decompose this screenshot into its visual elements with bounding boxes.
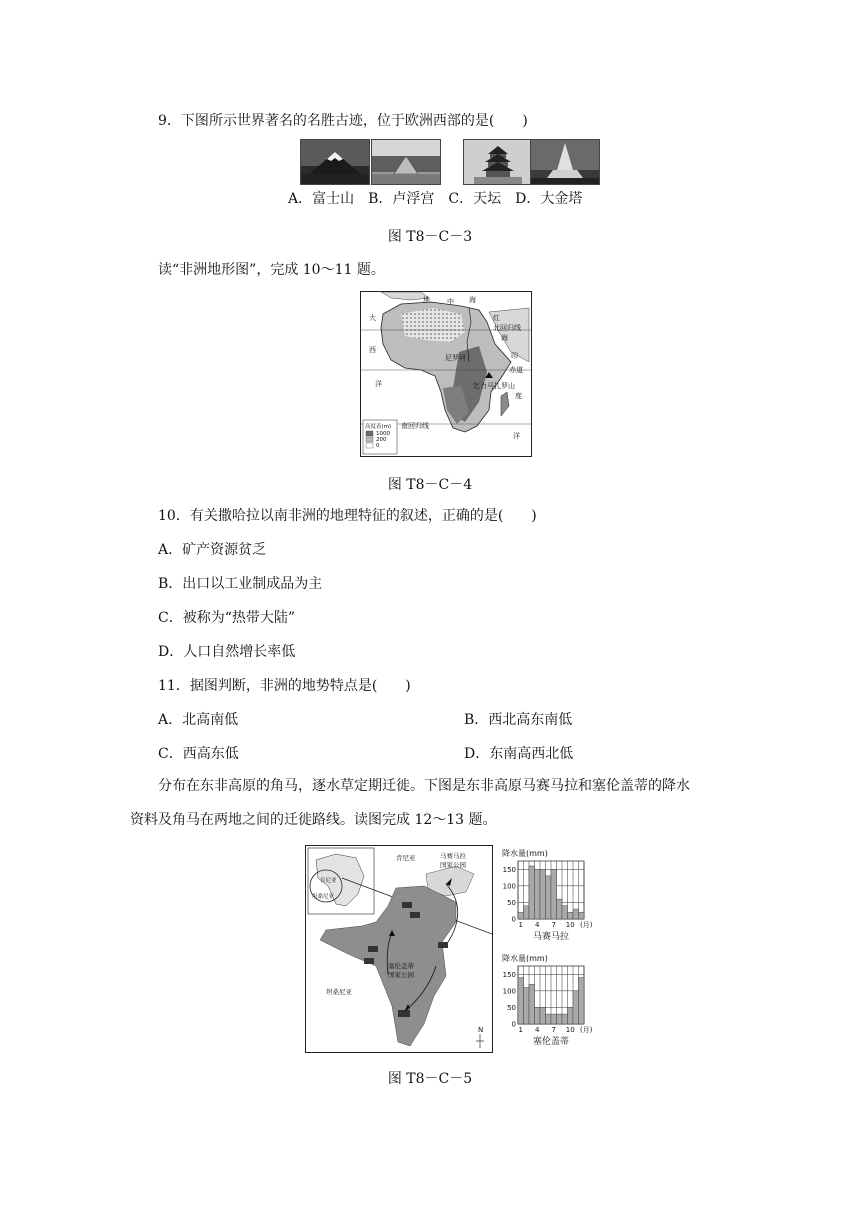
label-med-2: 中 [447,298,454,306]
mount-fuji-photo [300,139,370,185]
chart-bar-month-8 [557,1014,563,1024]
masai-mara-label-2: 国家公园 [440,861,466,869]
label-equator: 赤道 [509,366,523,374]
chart-y-axis-label: 降水量(mm) [502,954,548,963]
chart-bar-month-4 [535,1007,541,1024]
chart-bar-month-10 [568,912,574,919]
wildebeest-migration-map [305,845,493,1053]
q9-stem: 9．下图所示世界著名的名胜古迹，位于欧洲西部的是( ) [158,113,528,129]
chart-y-tick-label: 150 [502,970,516,979]
label-kilimanjaro: 乞力马扎罗山 [473,382,515,390]
q10-option-d: D．人口自然增长率低 [158,644,296,660]
q11-option-a: A．北高南低 [158,712,239,728]
chart-bar-month-2 [524,988,530,1024]
chart-bar-month-4 [535,869,541,919]
figure-caption-t8-c-3: 图 T8－C－3 [387,229,473,245]
q10-option-b: B．出口以工业制成品为主 [158,576,323,592]
chart-bar-month-5 [540,869,546,919]
chart-bar-month-12 [579,978,585,1024]
chart-bar-month-5 [540,1007,546,1024]
intro-12-13-line2: 资料及角马在两地之间的迁徙路线。读图完成 12～13 题。 [130,812,497,828]
q9-options: A．富士山 B．卢浮宫 C．天坛 D．大金塔 [288,191,583,207]
golden-pagoda-photo [530,139,600,185]
label-atlantic-1: 大 [369,314,376,322]
chart-bar-month-1 [518,912,524,919]
inset-kenya-label: 肯尼亚 [320,878,337,884]
chart-bar-month-9 [562,906,568,919]
intro-10-11: 读“非洲地形图”，完成 10～11 题。 [158,262,385,278]
chart-bar-month-3 [529,866,535,919]
chart-title: 塞伦盖蒂 [532,1037,570,1047]
q10-option-c: C．被称为“热带大陆” [158,610,296,626]
chart-bar-month-8 [557,899,563,919]
chart-y-tick-label: 100 [502,882,516,891]
label-atlantic-2: 西 [369,346,376,354]
temple-of-heaven-photo [463,139,533,185]
chart-y-tick-label: 0 [511,1020,516,1029]
chart-x-tick-label: 1 [518,1026,523,1034]
chart-y-tick-label: 50 [507,1003,516,1012]
chart-x-tick-label: 1 [518,921,523,929]
masai-mara-rainfall-chart [500,848,596,946]
chart-x-axis-label: (月) [580,921,593,929]
label-med-3: 海 [469,296,476,304]
chart-y-tick-label: 100 [502,987,516,996]
north-label: N [478,1026,484,1034]
serengeti-label-1: 塞伦盖蒂 [388,962,414,970]
chart-bar-month-6 [546,876,552,919]
legend-1000: 1000 [376,431,390,437]
chart-x-tick-label: 10 [565,921,575,929]
legend-0: 0 [376,443,380,449]
chart-bar-month-6 [546,1014,552,1024]
chart-x-tick-label: 7 [551,1026,556,1034]
serengeti-label-2: 国家公园 [388,971,414,979]
chart-bar-month-1 [518,978,524,1024]
label-red-1: 红 [493,314,500,322]
chart-bar-month-11 [573,909,579,919]
label-red-2: 海 [501,334,508,342]
label-atlantic-3: 洋 [375,380,382,388]
q10-option-a: A．矿产资源贫乏 [158,542,267,558]
chart-bar-month-3 [529,984,535,1024]
q10-stem: 10．有关撒哈拉以南非洲的地理特征的叙述，正确的是( ) [158,508,537,524]
chart-y-tick-label: 0 [511,915,516,924]
chart-bar-month-7 [551,869,557,919]
chart-y-tick-label: 50 [507,898,516,907]
q11-option-d: D．东南高西北低 [464,746,574,762]
legend-title: 高度表(m) [365,424,392,430]
figure-caption-t8-c-5: 图 T8－C－5 [387,1071,473,1087]
label-tropic-north: 北回归线 [493,324,521,332]
chart-x-axis-label: (月) [580,1026,593,1034]
q11-option-c: C．西高东低 [158,746,239,762]
inset-tanzania-label: 坦桑尼亚 [312,894,335,900]
legend-200: 200 [376,437,387,443]
chart-bar-month-12 [579,912,585,919]
chart-x-tick-label: 4 [535,921,540,929]
chart-x-tick-label: 4 [535,1026,540,1034]
kenya-label: 肯尼亚 [396,854,416,862]
tanzania-label: 坦桑尼亚 [326,988,352,996]
chart-bar-month-11 [573,991,579,1024]
louvre-photo [371,139,441,185]
label-med-1: 地 [423,296,430,304]
q11-option-b: B．西北高东南低 [464,712,573,728]
label-nile: 尼罗河 [445,354,466,362]
chart-bar-month-7 [551,1014,557,1024]
q11-stem: 11．据图判断，非洲的地势特点是( ) [158,678,411,694]
figure-caption-t8-c-4: 图 T8－C－4 [387,477,473,493]
chart-bar-month-10 [568,1007,574,1024]
intro-12-13-line1: 分布在东非高原的角马，逐水草定期迁徙。下图是东非高原马赛马拉和塞伦盖蒂的降水 [158,778,690,794]
label-tropic-south: 南回归线 [401,422,429,430]
label-indian-2: 度 [515,392,522,400]
chart-title: 马赛马拉 [532,932,570,942]
masai-mara-label-1: 马赛马拉 [440,852,466,860]
label-indian-1: 印 [511,352,518,360]
africa-terrain-map [360,291,532,457]
chart-y-tick-label: 150 [502,865,516,874]
chart-bar-month-2 [524,906,530,919]
chart-x-tick-label: 10 [565,1026,575,1034]
serengeti-rainfall-chart [500,953,596,1051]
chart-bar-month-9 [562,1014,568,1024]
chart-x-tick-label: 7 [551,921,556,929]
label-indian-3: 洋 [513,432,520,440]
chart-y-axis-label: 降水量(mm) [502,849,548,858]
